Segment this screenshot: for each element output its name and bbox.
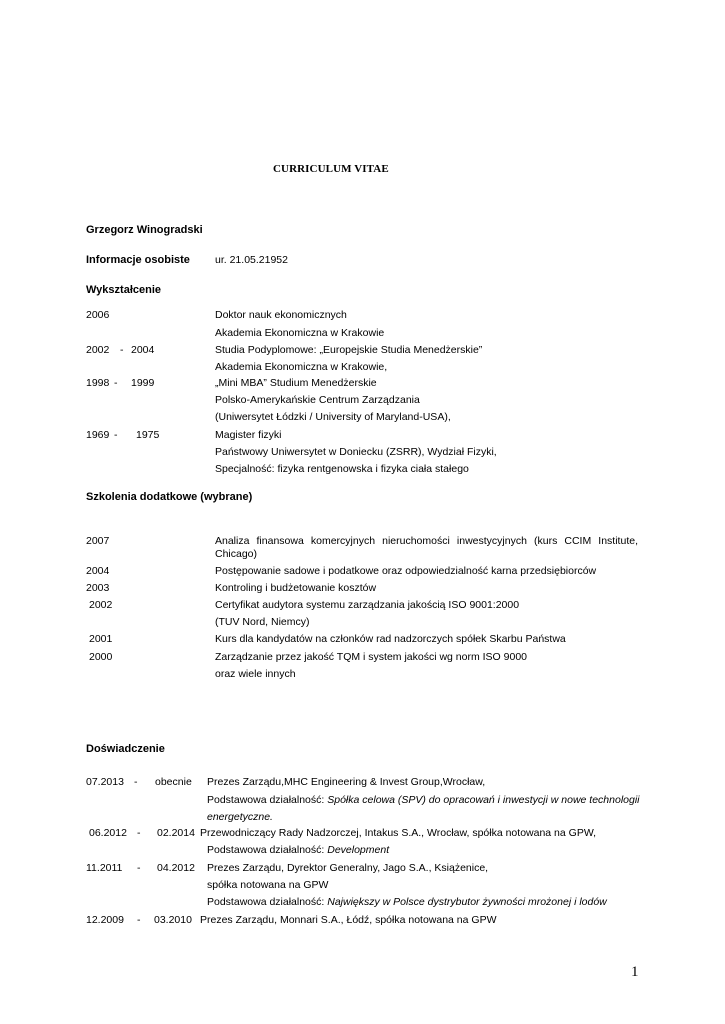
training-year: 2001	[89, 633, 113, 645]
page-number: 1	[631, 964, 639, 980]
experience-heading: Doświadczenie	[86, 743, 165, 755]
activity-label: Podstawowa działalność:	[207, 896, 325, 908]
activity-text: Największy w Polsce dystrybutor żywności mrożonej i lodów	[327, 896, 607, 908]
activity-label: Podstawowa działalność:	[207, 844, 325, 856]
education-start: 2002	[86, 344, 110, 356]
experience-position: Prezes Zarządu, Monnari S.A., Łódź, spółka notowana na GPW	[200, 914, 497, 926]
education-end: 1975	[136, 429, 160, 441]
education-line: Specjalność: fizyka rentgenowska i fizyka ciała stałego	[215, 463, 469, 475]
education-line: Polsko-Amerykańskie Centrum Zarządzania	[215, 394, 420, 406]
training-year: 2003	[86, 582, 110, 594]
education-line: Studia Podyplomowe: „Europejskie Studia Menedżerskie”	[215, 344, 483, 356]
activity-text: Spółka celowa (SPV) do opracowań i inwestycji w nowe technologii	[327, 794, 640, 806]
experience-dash: -	[137, 827, 141, 839]
experience-position: Prezes Zarządu,MHC Engineering & Invest Group,Wrocław,	[207, 776, 486, 788]
education-line: (Uniwersytet Łódzki / University of Maryland-USA),	[215, 411, 451, 423]
experience-activity-cont: energetyczne.	[207, 811, 273, 823]
education-dash: -	[120, 344, 124, 356]
training-year: 2004	[86, 565, 110, 577]
training-line: Certyfikat audytora systemu zarządzania jakością ISO 9001:2000	[215, 599, 520, 611]
experience-activity	[207, 844, 389, 856]
person-name: Grzegorz Winogradski	[86, 224, 203, 236]
experience-dash: -	[137, 914, 141, 926]
personal-info-label: Informacje osobiste	[86, 254, 190, 266]
education-end: 1999	[131, 377, 155, 389]
experience-dash: -	[137, 862, 141, 874]
training-line: Zarządzanie przez jakość TQM i system jakości wg norm ISO 9000	[215, 651, 528, 663]
experience-end: 04.2012	[157, 862, 195, 874]
training-line: Kurs dla kandydatów na członków rad nadzorczych spółek Skarbu Państwa	[215, 633, 566, 645]
experience-end: 02.2014	[157, 827, 195, 839]
education-heading: Wykształcenie	[86, 284, 162, 296]
experience-start: 06.2012	[89, 827, 127, 839]
experience-start: 11.2011	[86, 862, 123, 874]
education-line: Państwowy Uniwersytet w Doniecku (ZSRR), Wydział Fizyki,	[215, 446, 497, 458]
training-line: oraz wiele innych	[215, 668, 296, 680]
experience-start: 07.2013	[86, 776, 124, 788]
experience-position: Prezes Zarządu, Dyrektor Generalny, Jago S.A., Książenice,	[207, 862, 489, 874]
training-line: Chicago)	[215, 548, 258, 560]
education-start: 1998	[86, 377, 110, 389]
education-end: 2004	[131, 344, 155, 356]
experience-end: 03.2010	[154, 914, 192, 926]
training-line: Analiza finansowa komercyjnych nieruchomości inwestycyjnych (kurs CCIM Institute,	[215, 535, 638, 547]
education-dash: -	[114, 429, 118, 441]
experience-start: 12.2009	[86, 914, 124, 926]
training-line: Kontroling i budżetowanie kosztów	[215, 582, 377, 594]
training-year: 2002	[89, 599, 113, 611]
experience-end: obecnie	[155, 776, 192, 788]
education-line: Akademia Ekonomiczna w Krakowie,	[215, 361, 388, 373]
education-line: „Mini MBA” Studium Menedżerskie	[215, 377, 377, 389]
education-line: Doktor nauk ekonomicznych	[215, 309, 347, 321]
education-line: Akademia Ekonomiczna w Krakowie	[215, 327, 385, 339]
experience-position: Przewodniczący Rady Nadzorczej, Intakus S.A., Wrocław, spółka notowana na GPW,	[200, 827, 597, 839]
document-title: CURRICULUM VITAE	[273, 163, 389, 175]
training-year: 2007	[86, 535, 110, 547]
training-line: (TUV Nord, Niemcy)	[215, 616, 310, 628]
experience-dash: -	[134, 776, 138, 788]
training-heading: Szkolenia dodatkowe (wybrane)	[86, 491, 253, 503]
education-start: 2006	[86, 309, 110, 321]
activity-text: Development	[327, 844, 390, 856]
training-year: 2000	[89, 651, 113, 663]
education-start: 1969	[86, 429, 110, 441]
training-line: Postępowanie sadowe i podatkowe oraz odpowiedzialność karna przedsiębiorców	[215, 565, 597, 577]
experience-activity	[207, 896, 607, 908]
education-line: Magister fizyki	[215, 429, 282, 441]
education-dash: -	[114, 377, 118, 389]
personal-info-value: ur. 21.05.21952	[215, 254, 288, 266]
experience-position-cont: spółka notowana na GPW	[207, 879, 329, 891]
activity-label: Podstawowa działalność:	[207, 794, 325, 806]
experience-activity	[207, 794, 640, 806]
